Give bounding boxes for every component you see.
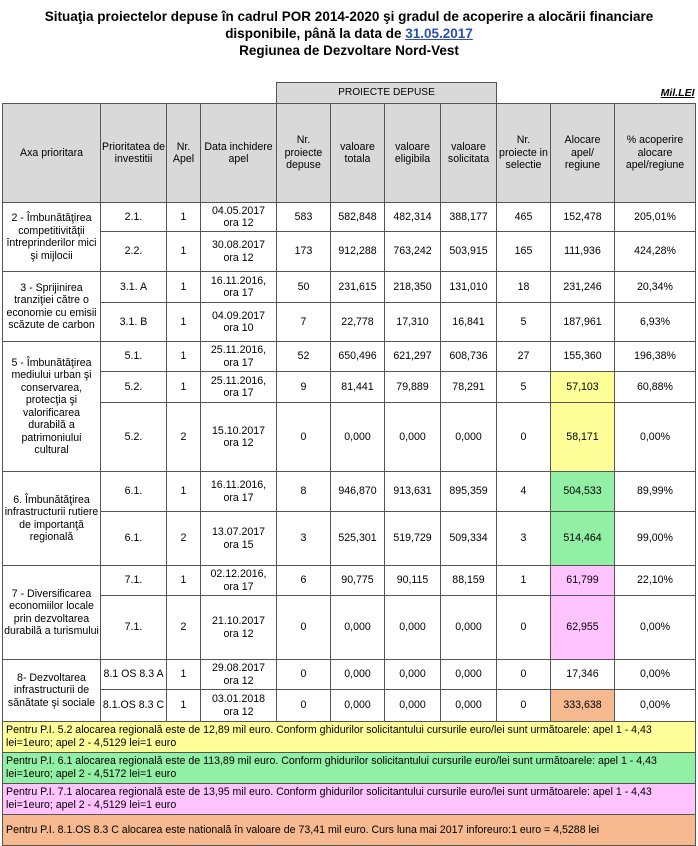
cell-date [201,303,277,342]
cell-nr: 0 [277,403,331,472]
cell-vt: 231,615 [331,272,385,303]
note-row [3,753,696,784]
note-pi-5-2: Pentru P.I. 5.2 alocarea regională este de 12,89 mil euro. Conform ghidurilor solicitantului cursurile euro/lei sunt următoarele: apel 1 - 4,43 lei=1euro; apel 2 - 4,5129 lei=1 euro [3,722,696,753]
title-line2 [0,25,698,42]
note-pi-7-1: Pentru P.I. 7.1 alocarea regională este de 13,95 mil euro. Conform ghidurilor solicitantului cursurile euro/lei sunt următoarele: apel 1 - 4,43 lei=1euro; apel 2 - 4,5129 lei=1 euro [3,784,696,815]
cell-vs: 608,736 [441,342,497,372]
cell-vt: 0,000 [331,660,385,690]
table-row [3,472,696,512]
cell-date [201,690,277,722]
cell-alocare-highlight-green: 504,533 [551,472,615,512]
projects-table [2,82,696,846]
cell-vs: 388,177 [441,203,497,232]
cell-nr: 9 [277,372,331,403]
cell-ve: 218,350 [385,272,441,303]
col-acoperire: % acoperire alocare apel/regiune [615,104,696,203]
col-valoare-solicitata: valoare solicitata [441,104,497,203]
cell-ns: 0 [497,596,551,660]
cell-nr: 3 [277,512,331,566]
col-alocare: Alocare apel/ regiune [551,104,615,203]
note-pi-8-1: Pentru P.I. 8.1.OS 8.3 C alocarea este natională în valoare de 73,41 mil euro. Curs luna mai 2017 inforeuro:1 euro = 4,5288 lei [3,815,696,846]
table-row [3,596,696,660]
date-value: 13.07.2017 [211,526,266,538]
cell-acoperire: 0,00% [615,660,696,690]
cell-vt: 946,870 [331,472,385,512]
note-row [3,815,696,846]
cell-ve: 482,314 [385,203,441,232]
time-value: ora 12 [223,705,254,718]
note-row [3,784,696,815]
time-value: ora 12 [223,674,254,687]
table-row [3,512,696,566]
cell-nr: 52 [277,342,331,372]
cell-vs: 503,915 [441,232,497,272]
date-value: 15.10.2017 [211,424,266,437]
cell-acoperire: 6,93% [615,303,696,342]
cell-vt: 0,000 [331,690,385,722]
cell-pi: 3.1. A [101,272,167,303]
time-value: ora 17 [223,356,254,369]
cell-ns: 465 [497,203,551,232]
group-header-proiecte-depuse: PROIECTE DEPUSE [277,83,497,104]
cell-acoperire: 0,00% [615,690,696,722]
cell-vt: 0,000 [331,596,385,660]
cell-pi: 5.2. [101,372,167,403]
cell-pi: 6.1. [101,512,167,566]
cell-ns: 0 [497,660,551,690]
cell-date [201,472,277,512]
cell-pi: 5.1. [101,342,167,372]
cell-date [201,342,277,372]
cell-acoperire: 196,38% [615,342,696,372]
time-value: ora 12 [223,437,254,449]
date-value: 25.11.2016, [210,344,267,356]
cell-pi: 7.1. [101,566,167,596]
cell-nr: 583 [277,203,331,232]
cell-apel: 1 [167,472,201,512]
cell-vt: 81,441 [331,372,385,403]
cell-acoperire: 0,00% [615,403,696,472]
cell-alocare: 111,936 [551,232,615,272]
table-row [3,372,696,403]
date-value: 29.08.2017 [211,662,266,674]
table-wrapper [2,82,695,846]
column-header-row [3,104,696,203]
cell-acoperire: 424,28% [615,232,696,272]
cell-ve: 519,729 [385,512,441,566]
cell-pi: 2.2. [101,232,167,272]
cell-ve: 79,889 [385,372,441,403]
cell-vs: 509,334 [441,512,497,566]
table-row [3,690,696,722]
cell-vs: 131,010 [441,272,497,303]
date-value: 16.11.2016, [210,274,267,287]
cell-ve: 90,115 [385,566,441,596]
cell-vs: 16,841 [441,303,497,342]
cell-ns: 27 [497,342,551,372]
col-nr-selectie: Nr. proiecte in selectie [497,104,551,203]
cell-acoperire: 20,34% [615,272,696,303]
axis-cell: 6. Îmbunătăţirea infrastructurii rutiere de importanţă regională [3,472,101,566]
cell-vt: 912,288 [331,232,385,272]
time-value: ora 17 [223,387,254,399]
cell-nr: 0 [277,596,331,660]
cell-alocare-highlight-yellow: 57,103 [551,372,615,403]
axis-cell: 7 - Diversificarea economiilor locale prin dezvoltarea durabilă a turismului [3,566,101,660]
cell-vs: 0,000 [441,403,497,472]
axis-cell: 5 - Îmbunătăţirea mediului urban şi conservarea, protecţia şi valorificarea durabilă a patrimoniului cultural [3,342,101,472]
cell-vt: 0,000 [331,403,385,472]
table-row [3,403,696,472]
cell-apel: 2 [167,512,201,566]
cell-ve: 0,000 [385,596,441,660]
date-value: 03.01.2018 [211,693,266,705]
date-value: 04.09.2017 [211,309,266,322]
cell-ns: 165 [497,232,551,272]
table-row [3,566,696,596]
table-row [3,303,696,342]
cell-pi: 2.1. [101,203,167,232]
cell-pi: 8.1.OS 8.3 C [101,690,167,722]
time-value: ora 17 [223,580,254,593]
cell-ns: 0 [497,690,551,722]
region-name: Regiunea de Dezvoltare Nord-Vest [239,43,459,58]
table-row [3,203,696,232]
time-value: ora 10 [223,322,254,334]
cell-nr: 6 [277,566,331,596]
col-valoare-totala: valoare totala [331,104,385,203]
report-title [0,0,698,59]
note-row [3,722,696,753]
group-header-row [3,83,696,104]
table-row [3,342,696,372]
cell-acoperire: 0,00% [615,596,696,660]
unit-label: Mil.LEI [660,86,695,99]
cell-ns: 1 [497,566,551,596]
col-axa: Axa prioritara [3,104,101,203]
col-prioritate: Prioritatea de investitii [101,104,167,203]
cell-nr: 0 [277,690,331,722]
report-date-link[interactable]: 31.05.2017 [405,26,473,41]
cell-apel: 2 [167,596,201,660]
cell-vs: 88,159 [441,566,497,596]
cell-vs: 0,000 [441,596,497,660]
time-value: ora 15 [223,538,254,551]
cell-vs: 0,000 [441,690,497,722]
axis-cell: 3 - Sprijinirea tranziţiei către o economie cu emisii scăzute de carbon [3,272,101,342]
cell-apel: 1 [167,660,201,690]
cell-apel: 1 [167,372,201,403]
cell-nr: 173 [277,232,331,272]
cell-pi: 6.1. [101,472,167,512]
cell-alocare: 17,346 [551,660,615,690]
cell-ve: 763,242 [385,232,441,272]
table-row [3,272,696,303]
title-line1: Situaţia proiectelor depuse în cadrul POR 2014-2020 şi gradul de acoperire a alocării financiare [44,9,654,24]
cell-ve: 17,310 [385,303,441,342]
cell-date [201,660,277,690]
cell-alocare-highlight-yellow: 58,171 [551,403,615,472]
cell-apel: 1 [167,566,201,596]
axis-cell: 8- Dezvoltarea infrastructurii de sănătate şi sociale [3,660,101,722]
cell-date [201,232,277,272]
date-value: 25.11.2016, [210,374,267,387]
cell-ns: 3 [497,512,551,566]
date-value: 04.05.2017 [211,204,266,217]
cell-pi: 8.1 OS 8.3 A [101,660,167,690]
cell-vs: 78,291 [441,372,497,403]
cell-alocare-highlight-green: 514,464 [551,512,615,566]
cell-vt: 650,496 [331,342,385,372]
time-value: ora 12 [223,251,254,264]
cell-apel: 1 [167,342,201,372]
cell-vt: 525,301 [331,512,385,566]
cell-pi: 7.1. [101,596,167,660]
col-apel: Nr. Apel [167,104,201,203]
cell-vt: 582,848 [331,203,385,232]
cell-apel: 1 [167,232,201,272]
cell-nr: 7 [277,303,331,342]
cell-nr: 0 [277,660,331,690]
time-value: ora 12 [223,217,254,229]
cell-ve: 913,631 [385,472,441,512]
cell-ns: 18 [497,272,551,303]
axis-cell: 2 - Îmbunătăţirea competitivităţii întreprinderilor mici şi mijlocii [3,203,101,272]
cell-apel: 1 [167,203,201,232]
cell-acoperire: 60,88% [615,372,696,403]
time-value: ora 12 [223,627,254,640]
date-value: 02.12.2016, [210,568,267,580]
date-value: 21.10.2017 [211,615,266,627]
cell-acoperire: 99,00% [615,512,696,566]
cell-ns: 5 [497,372,551,403]
cell-date [201,596,277,660]
time-value: ora 17 [223,287,254,299]
date-value: 16.11.2016, [210,479,267,491]
cell-vs: 895,359 [441,472,497,512]
cell-alocare: 187,961 [551,303,615,342]
cell-nr: 50 [277,272,331,303]
cell-apel: 2 [167,403,201,472]
time-value: ora 17 [223,491,254,504]
cell-alocare-highlight-pink: 62,955 [551,596,615,660]
cell-date [201,372,277,403]
cell-vt: 90,775 [331,566,385,596]
cell-alocare: 152,478 [551,203,615,232]
col-data: Data inchidere apel [201,104,277,203]
table-row [3,232,696,272]
cell-alocare: 155,360 [551,342,615,372]
cell-apel: 1 [167,272,201,303]
cell-apel: 1 [167,690,201,722]
cell-acoperire: 89,99% [615,472,696,512]
cell-date [201,566,277,596]
cell-date [201,203,277,232]
date-value: 30.08.2017 [211,239,266,251]
cell-apel: 1 [167,303,201,342]
note-pi-6-1: Pentru P.I. 6.1 alocarea regională este de 113,89 mil euro. Conform ghidurilor solicitantului cursurile euro/lei sunt următoarele: apel 1 - 4,43 lei=1euro; apel 2 - 4,5172 lei=1 euro [3,753,696,784]
cell-nr: 8 [277,472,331,512]
cell-ve: 0,000 [385,660,441,690]
cell-date [201,512,277,566]
title-line2-prefix: disponibile, până la data de [225,26,406,41]
table-row [3,660,696,690]
cell-acoperire: 22,10% [615,566,696,596]
cell-vs: 0,000 [441,660,497,690]
cell-vt: 22,778 [331,303,385,342]
cell-ns: 0 [497,403,551,472]
col-valoare-eligibila: valoare eligibila [385,104,441,203]
cell-pi: 3.1. B [101,303,167,342]
cell-pi: 5.2. [101,403,167,472]
col-nr-depuse: Nr. proiecte depuse [277,104,331,203]
cell-ns: 4 [497,472,551,512]
cell-acoperire: 205,01% [615,203,696,232]
cell-alocare: 231,246 [551,272,615,303]
cell-alocare-highlight-pink: 61,799 [551,566,615,596]
cell-ve: 0,000 [385,403,441,472]
cell-alocare-highlight-orange: 333,638 [551,690,615,722]
cell-date [201,272,277,303]
cell-ns: 5 [497,303,551,342]
cell-ve: 621,297 [385,342,441,372]
cell-date [201,403,277,472]
cell-ve: 0,000 [385,690,441,722]
